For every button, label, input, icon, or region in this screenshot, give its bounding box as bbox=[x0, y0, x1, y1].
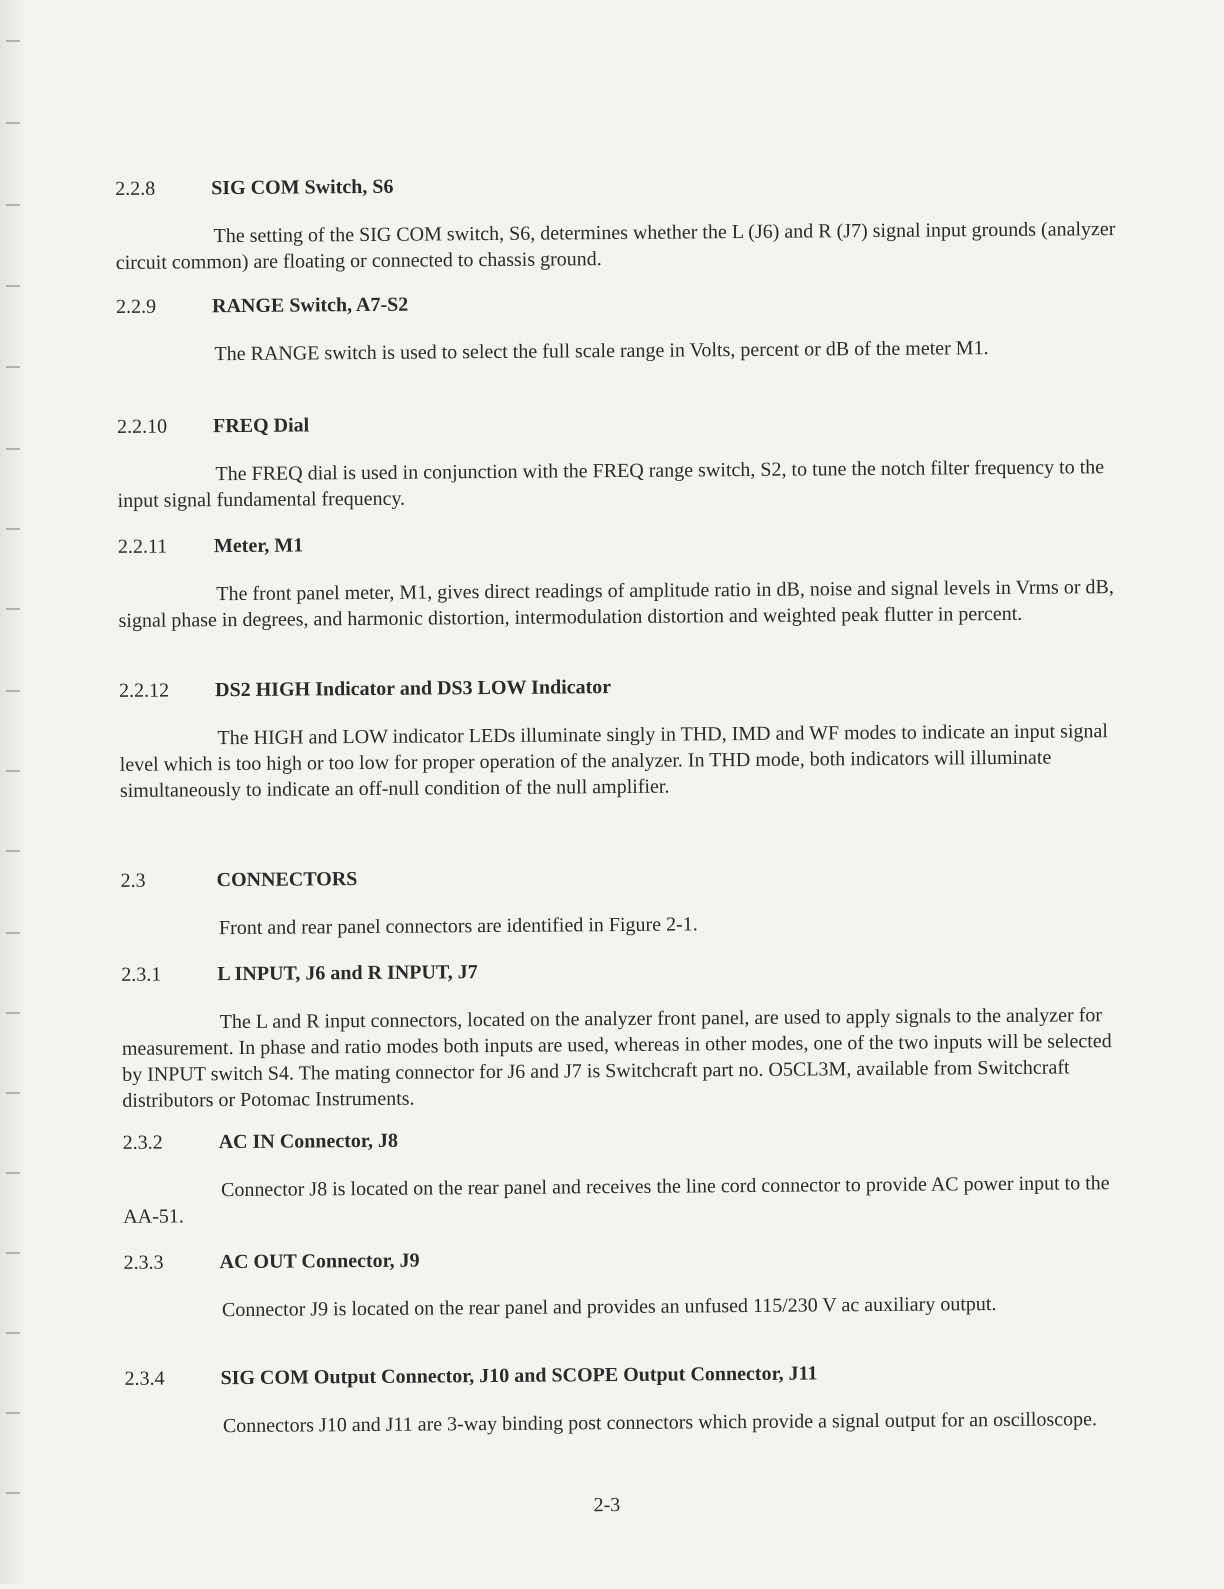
section-2-3 bbox=[121, 860, 1132, 942]
section-number: 2.2.8 bbox=[115, 177, 156, 200]
section-title: DS2 HIGH Indicator and DS3 LOW Indicator bbox=[215, 676, 612, 702]
section-heading bbox=[124, 1242, 1134, 1276]
section-body: The HIGH and LOW indicator LEDs illuminate singly in THD, IMD and WF modes to indicate an input signal level which is too high or too low for proper operation of the analyzer. In THD mode, both indicators will illuminate simultaneously to indicate an off-null condition of the null amplifier. bbox=[119, 720, 1108, 802]
section-heading bbox=[121, 954, 1131, 988]
section-2-2-10 bbox=[117, 406, 1128, 514]
section-2-2-8 bbox=[115, 168, 1126, 276]
section-title: Meter, M1 bbox=[213, 534, 304, 558]
section-body: Front and rear panel connectors are identified in Figure 2-1. bbox=[218, 913, 698, 940]
section-number: 2.2.11 bbox=[117, 535, 168, 558]
section-2-3-1 bbox=[121, 954, 1132, 1114]
section-body: The FREQ dial is used in conjunction with the FREQ range switch, S2, to tune the notch filter frequency to the input signal fundamental frequency. bbox=[117, 456, 1105, 512]
section-2-2-9 bbox=[116, 286, 1127, 368]
section-number: 2.3.4 bbox=[124, 1367, 165, 1390]
section-title: RANGE Switch, A7-S2 bbox=[212, 293, 409, 318]
section-heading bbox=[124, 1358, 1134, 1392]
section-number: 2.2.10 bbox=[116, 415, 168, 438]
section-heading bbox=[115, 168, 1125, 202]
section-body: Connectors J10 and J11 are 3-way binding post connectors which provide a signal output for an oscilloscope. bbox=[222, 1408, 1098, 1438]
section-heading bbox=[119, 670, 1129, 704]
section-number: 2.2.12 bbox=[119, 679, 170, 702]
section-title: SIG COM Switch, S6 bbox=[211, 175, 394, 200]
section-heading bbox=[116, 286, 1126, 320]
page-number: 2-3 bbox=[593, 1494, 621, 1517]
section-title: CONNECTORS bbox=[216, 868, 358, 892]
section-2-3-2 bbox=[123, 1122, 1134, 1230]
section-heading bbox=[121, 860, 1131, 894]
section-number: 2.3.3 bbox=[123, 1251, 164, 1274]
section-number: 2.2.9 bbox=[116, 295, 157, 318]
section-number: 2.3 bbox=[120, 869, 146, 892]
section-body: Connector J9 is located on the rear panel and provides an unfused 115/230 V ac auxiliary output. bbox=[221, 1293, 997, 1322]
section-body: Connector J8 is located on the rear panel and receives the line cord connector to provide AC power input to the AA-51. bbox=[123, 1172, 1110, 1228]
section-body: The RANGE switch is used to select the full scale range in Volts, percent or dB of the meter M1. bbox=[214, 337, 989, 366]
section-heading bbox=[123, 1122, 1133, 1156]
section-heading bbox=[118, 526, 1128, 560]
section-title: AC IN Connector, J8 bbox=[218, 1129, 399, 1154]
section-title: L INPUT, J6 and R INPUT, J7 bbox=[217, 961, 478, 986]
section-2-2-11 bbox=[118, 526, 1129, 634]
section-2-2-12 bbox=[119, 670, 1130, 804]
section-number: 2.3.1 bbox=[121, 963, 162, 986]
section-title: FREQ Dial bbox=[212, 414, 310, 438]
section-body: The L and R input connectors, located on the analyzer front panel, are used to apply signals to the analyzer for measurement. In phase and ratio modes both inputs are used, whereas in other modes, one of the two inputs will be selected by INPUT switch S4. The mating connector for J6 and J7 is Switchcraft part no. O5CL3M, available from Switchcraft distributors or Potomac Instruments. bbox=[121, 1004, 1112, 1112]
section-title: AC OUT Connector, J9 bbox=[219, 1249, 420, 1274]
section-body: The setting of the SIG COM switch, S6, determines whether the L (J6) and R (J7) signal input grounds (analyzer circuit common) are floating or connected to chassis ground. bbox=[115, 218, 1116, 274]
section-2-3-3 bbox=[124, 1242, 1135, 1324]
section-heading bbox=[117, 406, 1127, 440]
section-number: 2.3.2 bbox=[122, 1131, 163, 1154]
section-body: The front panel meter, M1, gives direct readings of amplitude ratio in dB, noise and signal levels in Vrms or dB, signal phase in degrees, and harmonic distortion, intermodulation distortion and weighted peak flutter in percent. bbox=[118, 576, 1114, 632]
section-2-3-4 bbox=[124, 1358, 1135, 1440]
section-title: SIG COM Output Connector, J10 and SCOPE Output Connector, J11 bbox=[220, 1362, 818, 1390]
